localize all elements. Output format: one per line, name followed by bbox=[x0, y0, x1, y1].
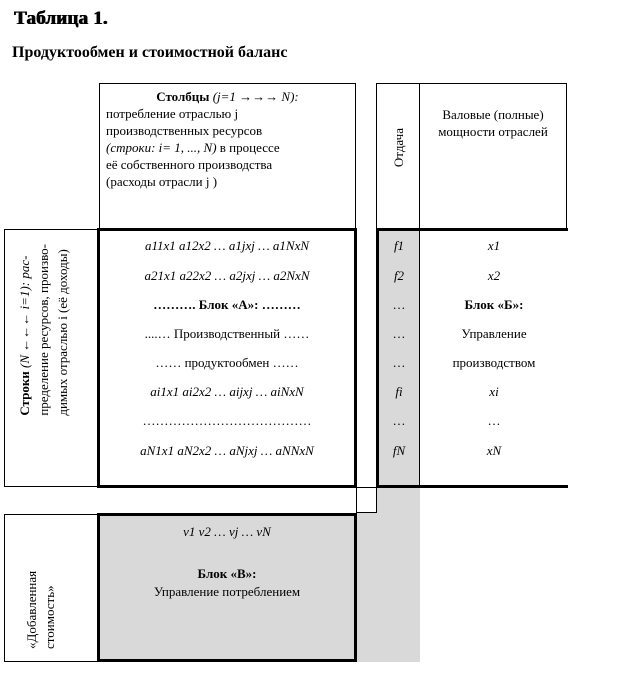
capacity-header: Валовые (полные) мощности отраслей bbox=[438, 107, 548, 139]
rows-label-range: (N ←←← i=1): рас- bbox=[17, 255, 32, 372]
block-a-row-2: a21x1 a22x2 … a2jxj … a2NxN bbox=[144, 268, 310, 283]
output-header-cell bbox=[376, 83, 420, 231]
connector-box bbox=[356, 487, 377, 513]
columns-header-line5: её собственного производства bbox=[106, 157, 273, 172]
output-header: Отдача bbox=[391, 128, 406, 168]
output-f1: f1 bbox=[393, 238, 405, 253]
block-b-line2: производством bbox=[452, 355, 536, 370]
value-added-label: «Добавленная стоимость» bbox=[24, 570, 57, 649]
block-a-row-7: ………………………………… bbox=[142, 413, 312, 428]
block-b-title: Блок «Б»: bbox=[464, 297, 524, 312]
block-a-row-8: aN1x1 aN2x2 … aNjxj … aNNxN bbox=[140, 443, 314, 458]
capacity-header-cell bbox=[419, 83, 567, 231]
capacity-x2: x2 bbox=[487, 268, 501, 283]
columns-header-rows-range: (строки: i= 1, ..., N) bbox=[106, 140, 217, 155]
block-v-values: v1 v2 … vj … vN bbox=[183, 524, 271, 539]
output-f2: f2 bbox=[393, 268, 405, 283]
output-fN: fN bbox=[392, 443, 406, 458]
capacity-column bbox=[420, 231, 568, 485]
block-a-title: ………. Блок «А»: ……… bbox=[153, 297, 301, 312]
capacity-dots: … bbox=[487, 413, 501, 428]
rows-label-bold: Строки bbox=[17, 371, 32, 416]
rows-label-cell bbox=[4, 229, 99, 487]
block-a-row-6: ai1x1 ai2x2 … aijxj … aiNxN bbox=[150, 384, 304, 399]
block-b-line1: Управление bbox=[461, 326, 527, 341]
capacity-xi: xi bbox=[489, 384, 499, 399]
columns-header-line3: производственных ресурсов bbox=[106, 123, 263, 138]
block-a bbox=[97, 228, 357, 488]
table-number: Таблица 1. bbox=[14, 8, 108, 29]
table-title: Продуктообмен и стоимостной баланс bbox=[12, 44, 288, 61]
columns-header-cell bbox=[99, 83, 356, 231]
columns-header-bold: Столбцы bbox=[156, 89, 210, 104]
rows-label-line2: пределение ресурсов, произво- bbox=[36, 244, 51, 416]
columns-header-range: (j=1 →→→ N): bbox=[209, 89, 299, 104]
block-v-subtitle: Управление потреблением bbox=[153, 584, 301, 599]
rows-label-line3: димых отраслью i (её доходы) bbox=[55, 249, 70, 416]
output-column bbox=[379, 231, 419, 485]
value-added-cell bbox=[4, 514, 99, 662]
output-dots-1: … bbox=[392, 297, 406, 312]
block-v-title: Блок «В»: bbox=[197, 566, 257, 581]
block-a-row-5: …… продуктообмен …… bbox=[155, 355, 299, 370]
output-dots-4: … bbox=[392, 413, 406, 428]
block-b bbox=[376, 228, 568, 488]
lower-gray-area bbox=[356, 487, 420, 662]
columns-header-line6: (расходы отрасли j ) bbox=[106, 174, 218, 189]
output-dots-2: … bbox=[392, 326, 406, 341]
columns-header-line4: в процессе bbox=[216, 140, 280, 155]
capacity-xN: xN bbox=[486, 443, 502, 458]
output-dots-3: … bbox=[392, 355, 406, 370]
block-a-row-1: a11x1 a12x2 … a1jxj … a1NxN bbox=[144, 238, 310, 253]
columns-header-line2: потребление отраслью j bbox=[106, 106, 239, 121]
capacity-x1: x1 bbox=[487, 238, 501, 253]
block-v bbox=[97, 513, 357, 662]
output-fi: fi bbox=[395, 384, 403, 399]
block-a-row-4: ....… Производственный …… bbox=[144, 326, 310, 341]
